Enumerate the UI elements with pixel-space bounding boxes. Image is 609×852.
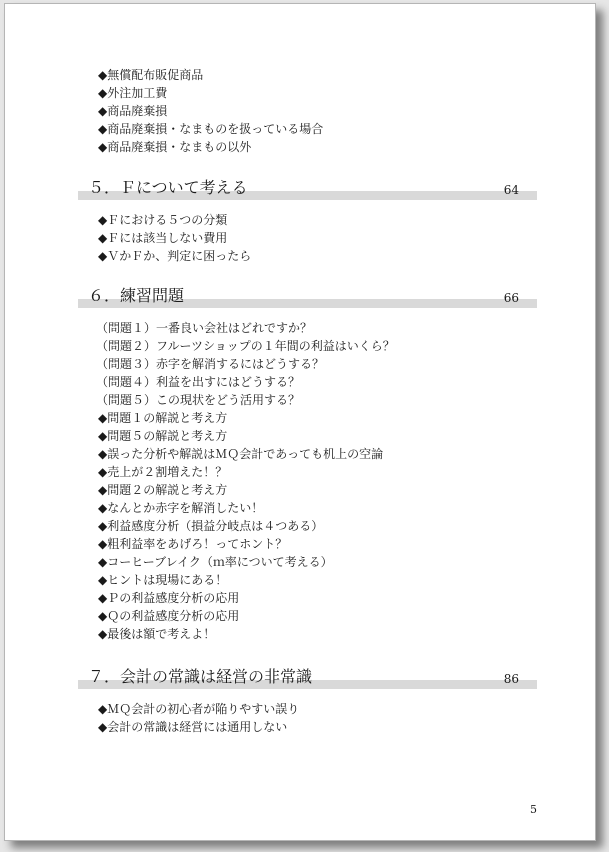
- toc-item: ◆外注加工費: [98, 86, 168, 100]
- toc-item: ◆粗利益率をあげろ！ってホント？: [98, 537, 288, 551]
- toc-item: ◆コーヒーブレイク（ｍ率について考える）: [98, 555, 333, 569]
- section-title: ５．Ｆについて考える: [88, 178, 248, 197]
- section-title: ７．会計の常識は経営の非常識: [88, 667, 313, 686]
- toc-item: ◆Ｆには該当しない費用: [98, 231, 228, 245]
- toc-item: ◆ＭＱ会計の初心者が陥りやすい誤り: [98, 702, 300, 716]
- toc-item: （問題２）フルーツショップの１年間の利益はいくら？: [96, 339, 395, 353]
- toc-item: ◆Ｐの利益感度分析の応用: [98, 591, 240, 605]
- section-page-number: 64: [503, 183, 519, 197]
- section-heading: [78, 179, 537, 200]
- toc-item: ◆売上が２割増えた！？: [98, 465, 228, 479]
- section-page-number: 66: [503, 291, 519, 305]
- toc-item: ◆利益感度分析（損益分岐点は４つある）: [98, 519, 324, 533]
- section-heading: [78, 287, 537, 308]
- toc-item: ◆無償配布販促商品: [98, 68, 204, 82]
- page-number: 5: [530, 803, 537, 816]
- toc-item: ◆会計の常識は経営には通用しない: [98, 720, 288, 734]
- toc-item: ◆問題２の解説と考え方: [98, 483, 228, 497]
- section-title: ６．練習問題: [88, 286, 185, 305]
- section-page-number: 86: [503, 672, 519, 686]
- toc-item: ◆問題１の解説と考え方: [98, 411, 228, 425]
- toc-item: ◆なんとか赤字を解消したい！: [98, 501, 264, 515]
- toc-item: ◆商品廃棄損・なまものを扱っている場合: [98, 122, 324, 136]
- toc-item: ◆Ｑの利益感度分析の応用: [98, 609, 240, 623]
- toc-item: （問題３）赤字を解消するにはどうする？: [96, 357, 325, 371]
- toc-item: ◆ＶかＦか、判定に困ったら: [98, 249, 252, 263]
- toc-item: ◆ヒントは現場にある！: [98, 573, 228, 587]
- toc-item: ◆問題５の解説と考え方: [98, 429, 228, 443]
- toc-item: （問題１）一番良い会社はどれですか？: [96, 321, 313, 335]
- toc-item: ◆商品廃棄損・なまもの以外: [98, 140, 252, 154]
- toc-item: （問題５）この現状をどう活用する？: [96, 393, 301, 407]
- toc-item: ◆誤った分析や解説はＭＱ会計であっても机上の空論: [98, 447, 384, 461]
- toc-item: （問題４）利益を出すにはどうする？: [96, 375, 301, 389]
- toc-item: ◆商品廃棄損: [98, 104, 168, 118]
- toc-item: ◆Ｆにおける５つの分類: [98, 213, 228, 227]
- toc-item: ◆最後は額で考えよ！: [98, 627, 216, 641]
- section-heading: [78, 668, 537, 689]
